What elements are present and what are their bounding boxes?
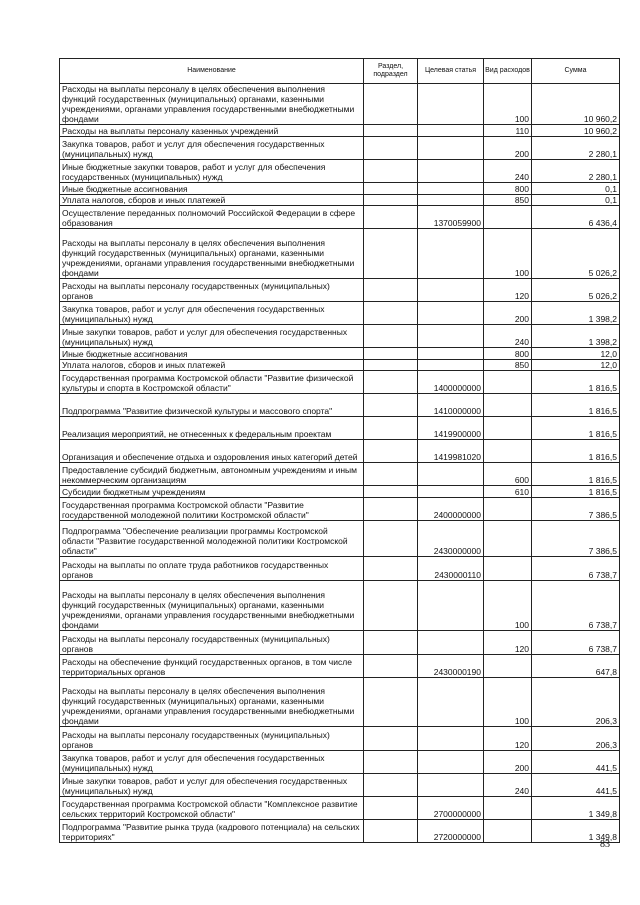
table-row (60, 797, 620, 820)
row-sum: 5 026,2 (532, 229, 620, 279)
row-expense-type: 800 (484, 183, 532, 195)
table-row (60, 84, 620, 125)
table-row (60, 557, 620, 581)
row-target-code: 1419900000 (418, 417, 484, 440)
row-sum: 0,1 (532, 195, 620, 206)
table-row (60, 751, 620, 774)
row-name: Расходы на выплаты персоналу в целях обеспечения выполнения функций государственных (муниципальных) органами, казенными учреждениями, органами управления государственными внебюджетными фондами (60, 581, 364, 631)
row-expense-type (484, 417, 532, 440)
row-name: Предоставление субсидий бюджетным, автономным учреждениям и иным некоммерческим организациям (60, 463, 364, 486)
row-name: Государственная программа Костромской области "Развитие государственной молодежной политики Костромской области" (60, 498, 364, 521)
header-name: Наименование (60, 59, 364, 84)
table-row (60, 348, 620, 360)
row-name: Подпрограмма "Развитие физической культуры и массового спорта" (60, 394, 364, 417)
row-expense-type: 100 (484, 229, 532, 279)
row-target-code (418, 195, 484, 206)
row-razdel (364, 183, 418, 195)
row-expense-type (484, 521, 532, 557)
row-expense-type: 240 (484, 774, 532, 797)
header-sum: Сумма (532, 59, 620, 84)
table-row (60, 727, 620, 751)
row-sum: 12,0 (532, 348, 620, 360)
table-row (60, 521, 620, 557)
table-row (60, 302, 620, 325)
table-row (60, 206, 620, 229)
row-sum: 0,1 (532, 183, 620, 195)
row-target-code (418, 463, 484, 486)
row-razdel (364, 279, 418, 302)
row-name: Расходы на выплаты персоналу в целях обеспечения выполнения функций государственных (муниципальных) органами, казенными учреждениями, органами управления государственными внебюджетными фондами (60, 84, 364, 125)
table-row (60, 498, 620, 521)
row-razdel (364, 160, 418, 183)
row-expense-type (484, 557, 532, 581)
row-sum: 6 738,7 (532, 631, 620, 655)
row-sum: 206,3 (532, 727, 620, 751)
row-expense-type (484, 820, 532, 843)
row-sum: 1 816,5 (532, 371, 620, 394)
row-razdel (364, 394, 418, 417)
table-row (60, 160, 620, 183)
row-razdel (364, 325, 418, 348)
table-row (60, 774, 620, 797)
row-name: Уплата налогов, сборов и иных платежей (60, 360, 364, 371)
header-vid: Вид расходов (484, 59, 532, 84)
row-razdel (364, 678, 418, 727)
row-expense-type (484, 206, 532, 229)
header-razdel: Раздел, подраздел (364, 59, 418, 84)
row-sum: 206,3 (532, 678, 620, 727)
row-razdel (364, 655, 418, 678)
table-row (60, 417, 620, 440)
row-target-code: 2400000000 (418, 498, 484, 521)
row-name: Расходы на выплаты персоналу государственных (муниципальных) органов (60, 631, 364, 655)
row-razdel (364, 206, 418, 229)
row-name: Расходы на выплаты персоналу государственных (муниципальных) органов (60, 279, 364, 302)
table-row (60, 394, 620, 417)
row-expense-type: 120 (484, 279, 532, 302)
row-expense-type: 600 (484, 463, 532, 486)
table-row (60, 440, 620, 463)
row-target-code: 1400000000 (418, 371, 484, 394)
row-name: Государственная программа Костромской области "Комплексное развитие сельских территорий Костромской области" (60, 797, 364, 820)
table-row (60, 183, 620, 195)
row-sum: 1 816,5 (532, 486, 620, 498)
row-name: Иные бюджетные ассигнования (60, 348, 364, 360)
row-name: Иные бюджетные закупки товаров, работ и услуг для обеспечения государственных (муниципальных) нужд (60, 160, 364, 183)
row-name: Иные закупки товаров, работ и услуг для обеспечения государственных (муниципальных) нужд (60, 325, 364, 348)
table-row (60, 678, 620, 727)
row-target-code: 1419981020 (418, 440, 484, 463)
row-razdel (364, 751, 418, 774)
row-razdel (364, 581, 418, 631)
row-name: Расходы на выплаты по оплате труда работников государственных органов (60, 557, 364, 581)
row-razdel (364, 440, 418, 463)
row-target-code (418, 360, 484, 371)
row-target-code: 2430000110 (418, 557, 484, 581)
row-target-code (418, 348, 484, 360)
row-name: Подпрограмма "Обеспечение реализации программы Костромской области "Развитие государственной молодежной политики Костромской области" (60, 521, 364, 557)
row-name: Реализация мероприятий, не отнесенных к федеральным проектам (60, 417, 364, 440)
row-razdel (364, 498, 418, 521)
budget-table (59, 58, 620, 843)
row-razdel (364, 195, 418, 206)
row-target-code (418, 229, 484, 279)
row-sum: 10 960,2 (532, 125, 620, 137)
row-sum: 1 398,2 (532, 325, 620, 348)
row-target-code (418, 279, 484, 302)
row-razdel (364, 820, 418, 843)
row-expense-type: 240 (484, 325, 532, 348)
row-sum: 2 280,1 (532, 160, 620, 183)
row-razdel (364, 486, 418, 498)
row-target-code (418, 84, 484, 125)
row-target-code (418, 581, 484, 631)
table-row (60, 325, 620, 348)
table-row (60, 820, 620, 843)
row-sum: 10 960,2 (532, 84, 620, 125)
row-target-code (418, 302, 484, 325)
row-target-code: 2430000190 (418, 655, 484, 678)
row-target-code (418, 325, 484, 348)
row-razdel (364, 371, 418, 394)
row-target-code: 2720000000 (418, 820, 484, 843)
row-name: Расходы на обеспечение функций государственных органов, в том числе территориальных органов (60, 655, 364, 678)
row-expense-type: 850 (484, 195, 532, 206)
row-razdel (364, 774, 418, 797)
row-razdel (364, 521, 418, 557)
table-row (60, 125, 620, 137)
row-expense-type (484, 498, 532, 521)
row-razdel (364, 797, 418, 820)
row-target-code (418, 125, 484, 137)
row-sum: 1 816,5 (532, 394, 620, 417)
row-target-code: 1370059900 (418, 206, 484, 229)
row-target-code (418, 774, 484, 797)
table-row (60, 581, 620, 631)
row-expense-type: 200 (484, 302, 532, 325)
row-name: Иные бюджетные ассигнования (60, 183, 364, 195)
row-sum: 6 738,7 (532, 557, 620, 581)
row-razdel (364, 631, 418, 655)
row-expense-type: 800 (484, 348, 532, 360)
row-expense-type: 240 (484, 160, 532, 183)
row-expense-type (484, 797, 532, 820)
row-name: Закупка товаров, работ и услуг для обеспечения государственных (муниципальных) нужд (60, 302, 364, 325)
table-row (60, 279, 620, 302)
row-target-code: 2430000000 (418, 521, 484, 557)
row-target-code (418, 486, 484, 498)
row-sum: 441,5 (532, 774, 620, 797)
row-name: Закупка товаров, работ и услуг для обеспечения государственных (муниципальных) нужд (60, 751, 364, 774)
row-sum: 647,8 (532, 655, 620, 678)
row-target-code: 1410000000 (418, 394, 484, 417)
row-name: Государственная программа Костромской области "Развитие физической культуры и спорта в Костромской области" (60, 371, 364, 394)
row-name: Закупка товаров, работ и услуг для обеспечения государственных (муниципальных) нужд (60, 137, 364, 160)
row-sum: 2 280,1 (532, 137, 620, 160)
table-body (60, 84, 620, 843)
table-row (60, 463, 620, 486)
row-sum: 6 738,7 (532, 581, 620, 631)
table-header-row (60, 59, 620, 84)
row-target-code (418, 160, 484, 183)
table-row (60, 655, 620, 678)
row-expense-type: 110 (484, 125, 532, 137)
table-row (60, 486, 620, 498)
row-expense-type (484, 440, 532, 463)
row-name: Иные закупки товаров, работ и услуг для обеспечения государственных (муниципальных) нужд (60, 774, 364, 797)
row-razdel (364, 348, 418, 360)
row-target-code (418, 183, 484, 195)
table-row (60, 371, 620, 394)
row-razdel (364, 360, 418, 371)
row-expense-type: 120 (484, 727, 532, 751)
row-sum: 1 349,8 (532, 797, 620, 820)
row-sum: 1 816,5 (532, 417, 620, 440)
row-expense-type: 100 (484, 84, 532, 125)
row-name: Субсидии бюджетным учреждениям (60, 486, 364, 498)
row-expense-type: 610 (484, 486, 532, 498)
row-expense-type: 850 (484, 360, 532, 371)
row-name: Расходы на выплаты персоналу казенных учреждений (60, 125, 364, 137)
row-expense-type: 200 (484, 751, 532, 774)
page-number: 83 (600, 839, 610, 850)
row-sum: 7 386,5 (532, 498, 620, 521)
table-row (60, 631, 620, 655)
row-target-code (418, 751, 484, 774)
row-razdel (364, 229, 418, 279)
row-target-code (418, 137, 484, 160)
row-name: Расходы на выплаты персоналу государственных (муниципальных) органов (60, 727, 364, 751)
row-razdel (364, 137, 418, 160)
row-sum: 1 816,5 (532, 440, 620, 463)
table-row (60, 229, 620, 279)
table-row (60, 360, 620, 371)
header-target: Целевая статья (418, 59, 484, 84)
table-row (60, 195, 620, 206)
row-expense-type: 100 (484, 678, 532, 727)
row-name: Уплата налогов, сборов и иных платежей (60, 195, 364, 206)
row-expense-type (484, 371, 532, 394)
row-sum: 1 816,5 (532, 463, 620, 486)
row-expense-type (484, 655, 532, 678)
row-sum: 5 026,2 (532, 279, 620, 302)
row-target-code (418, 727, 484, 751)
row-expense-type: 120 (484, 631, 532, 655)
row-name: Организация и обеспечение отдыха и оздоровления иных категорий детей (60, 440, 364, 463)
row-razdel (364, 557, 418, 581)
row-expense-type: 200 (484, 137, 532, 160)
row-target-code: 2700000000 (418, 797, 484, 820)
row-sum: 12,0 (532, 360, 620, 371)
row-expense-type (484, 394, 532, 417)
row-razdel (364, 727, 418, 751)
row-razdel (364, 125, 418, 137)
row-sum: 6 436,4 (532, 206, 620, 229)
row-target-code (418, 678, 484, 727)
row-razdel (364, 302, 418, 325)
row-sum: 7 386,5 (532, 521, 620, 557)
table-row (60, 137, 620, 160)
row-name: Расходы на выплаты персоналу в целях обеспечения выполнения функций государственных (муниципальных) органами, казенными учреждениями, органами управления государственными внебюджетными фондами (60, 678, 364, 727)
row-sum: 1 398,2 (532, 302, 620, 325)
row-sum: 441,5 (532, 751, 620, 774)
row-razdel (364, 417, 418, 440)
row-expense-type: 100 (484, 581, 532, 631)
row-razdel (364, 463, 418, 486)
row-target-code (418, 631, 484, 655)
row-sum: 1 349,8 (532, 820, 620, 843)
row-name: Осуществление переданных полномочий Российской Федерации в сфере образования (60, 206, 364, 229)
row-name: Подпрограмма "Развитие рынка труда (кадрового потенциала) на сельских территориях" (60, 820, 364, 843)
row-name: Расходы на выплаты персоналу в целях обеспечения выполнения функций государственных (муниципальных) органами, казенными учреждениями, органами управления государственными внебюджетными фондами (60, 229, 364, 279)
row-razdel (364, 84, 418, 125)
